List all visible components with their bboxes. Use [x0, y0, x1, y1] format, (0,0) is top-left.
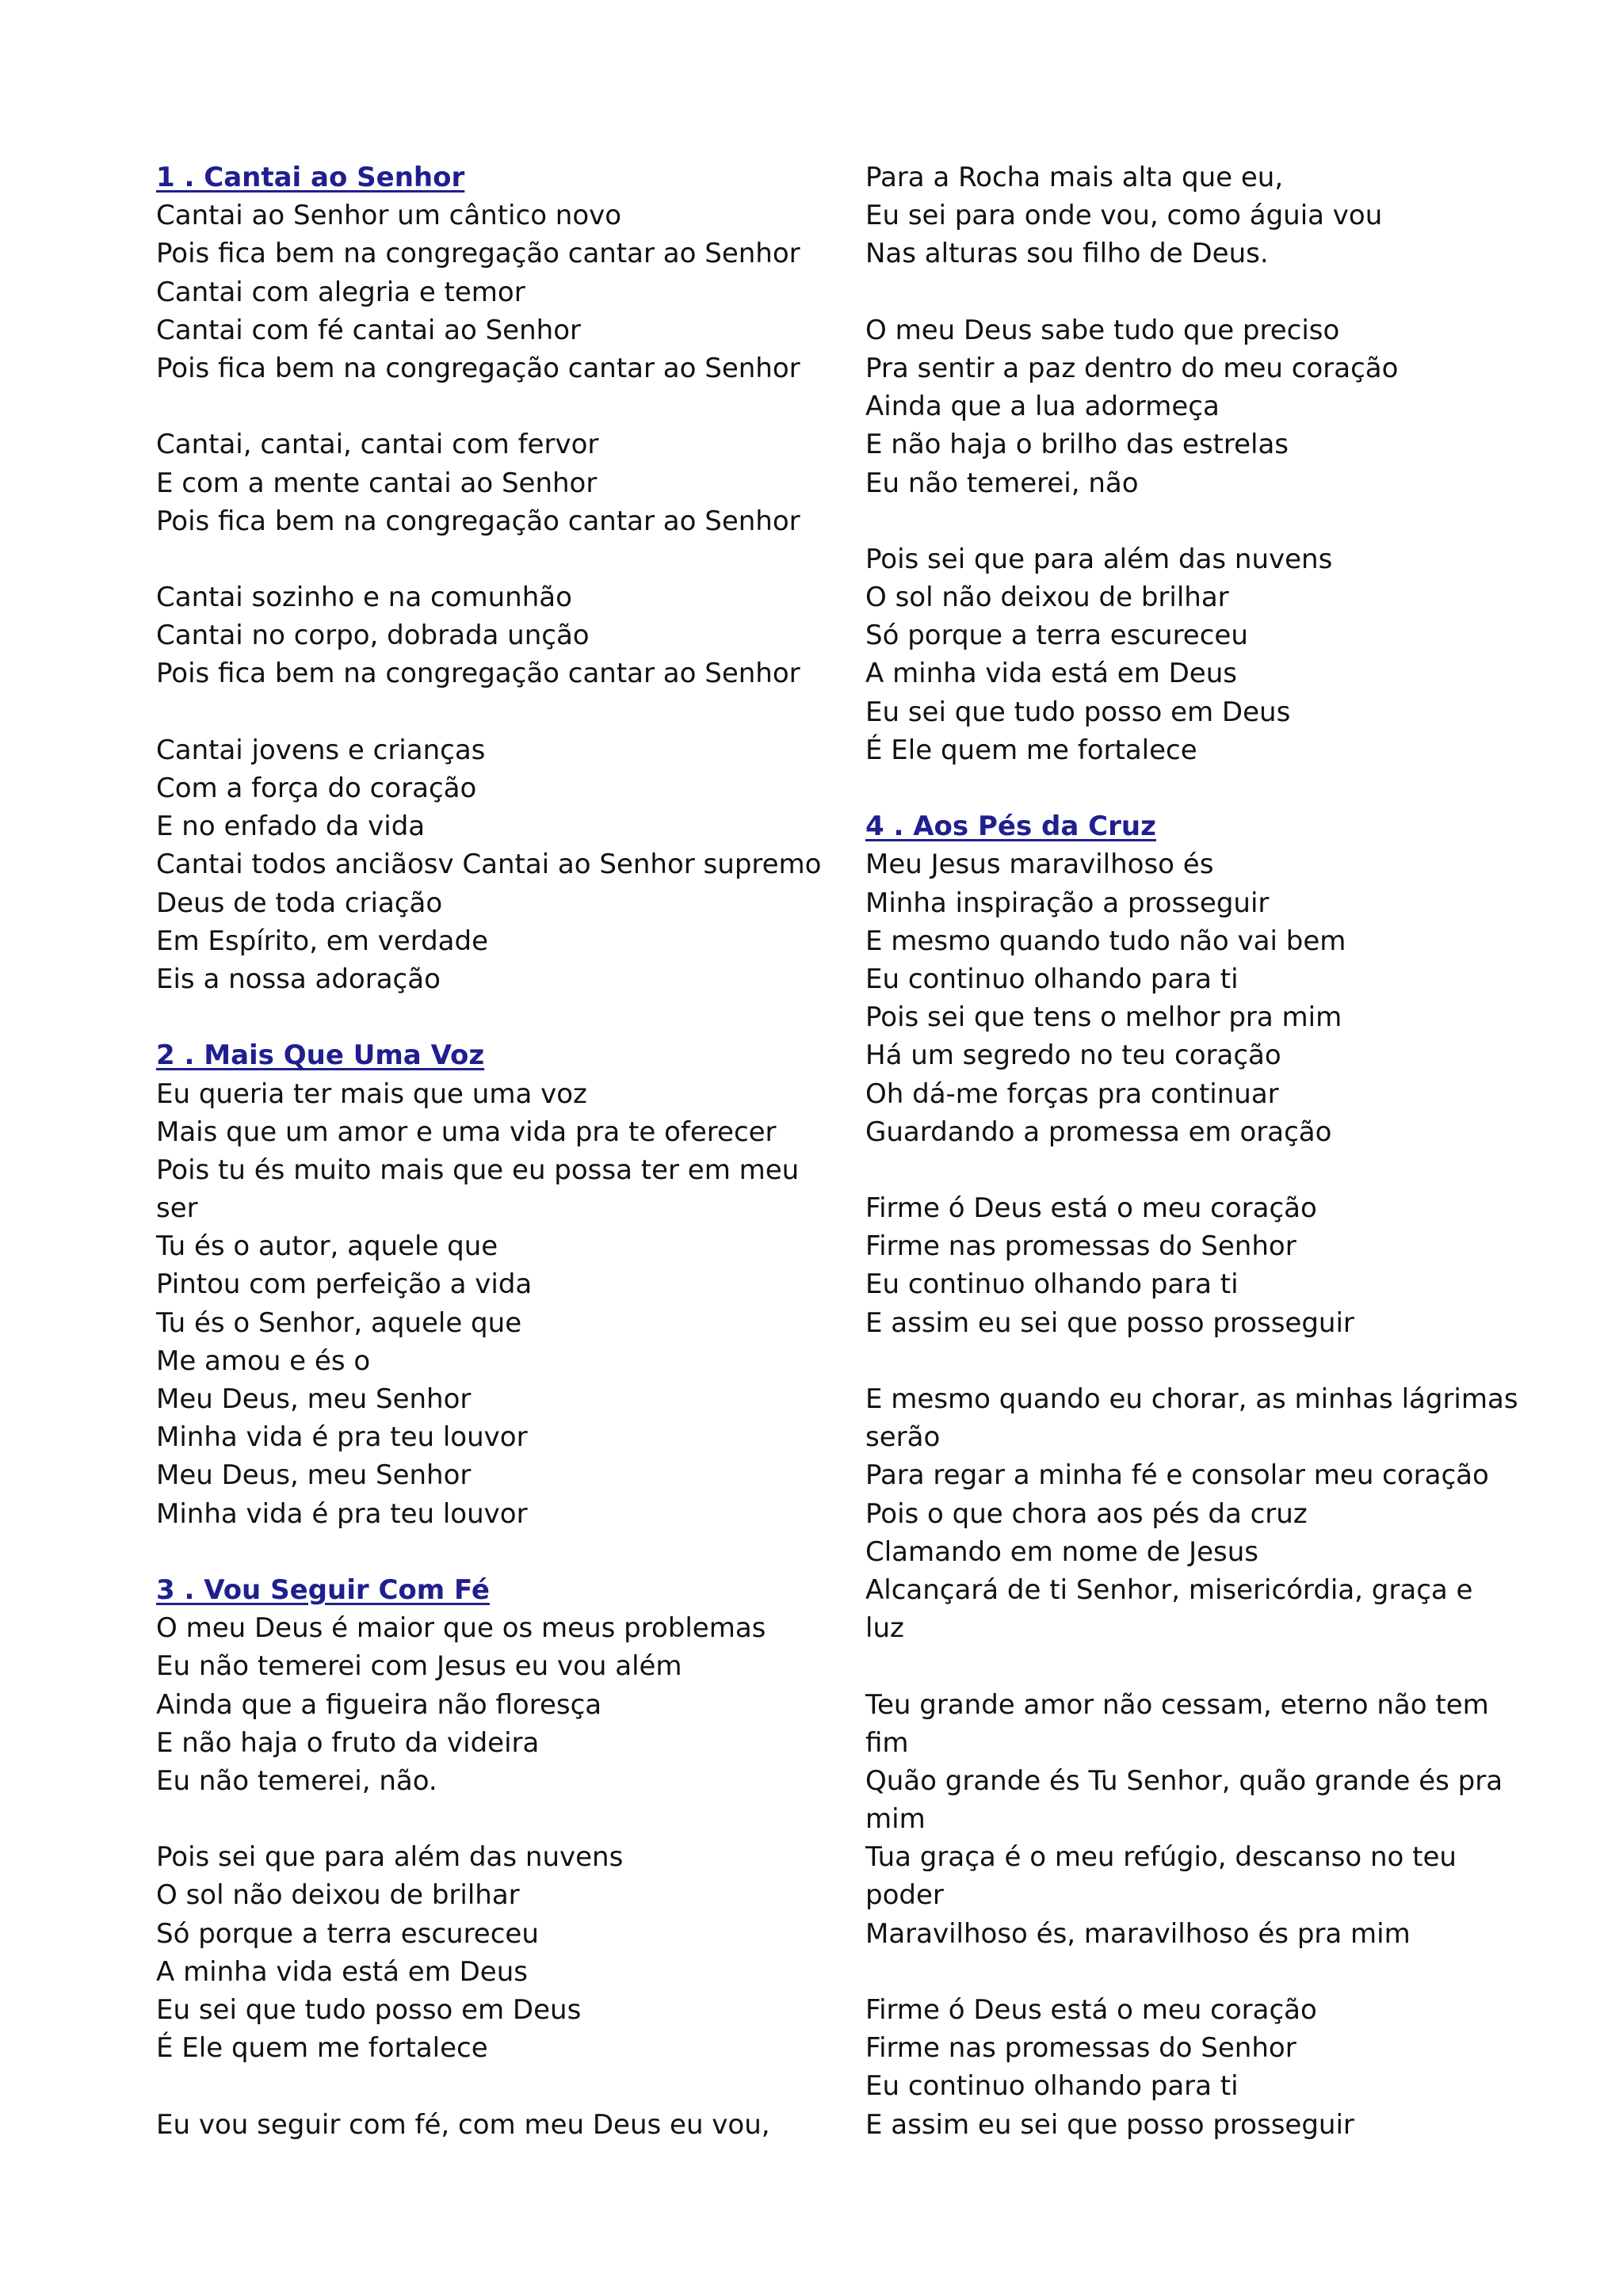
- lyric-line: Teu grande amor não cessam, eterno não tem: [865, 1688, 1489, 1721]
- lyric-line: luz: [865, 1612, 904, 1645]
- lyric-line: poder: [865, 1879, 944, 1912]
- lyric-line: Pois sei que para além das nuvens: [865, 543, 1333, 575]
- stanza-break: [865, 1647, 1563, 1685]
- stanza-break: [156, 387, 854, 425]
- lyric-line: Eis a nossa adoração: [156, 963, 441, 995]
- lyric-line: Cantai sozinho e na comunhão: [156, 582, 572, 614]
- lyric-line: E não haja o fruto da videira: [156, 1726, 540, 1759]
- lyric-line: Cantai no corpo, dobrada unção: [156, 620, 590, 652]
- lyric-line: Quão grande és Tu Senhor, quão grande és pra: [865, 1764, 1503, 1797]
- lyric-line: Pois fica bem na congregação cantar ao Senhor: [156, 238, 800, 270]
- lyric-line: Só porque a terra escureceu: [156, 1917, 539, 1950]
- stanza-break: [156, 1533, 854, 1571]
- lyric-line: E com a mente cantai ao Senhor: [156, 467, 598, 499]
- lyric-line: O meu Deus é maior que os meus problemas: [156, 1612, 766, 1645]
- lyric-line: Eu vou seguir com fé, com meu Deus eu vou,: [156, 2108, 770, 2141]
- lyric-line: Tu és o Senhor, aquele que: [156, 1306, 522, 1339]
- lyric-line: Me amou e és o: [156, 1344, 371, 1377]
- lyric-line: O sol não deixou de brilhar: [156, 1879, 520, 1912]
- lyric-line: E mesmo quando tudo não vai bem: [865, 925, 1346, 957]
- stanza-break: [865, 1953, 1563, 1991]
- lyric-line: Ainda que a figueira não floresça: [156, 1688, 602, 1721]
- lyric-line: Minha vida é pra teu louvor: [156, 1497, 528, 1530]
- lyric-line: Tua graça é o meu refúgio, descanso no teu: [865, 1841, 1457, 1874]
- lyric-line: E no enfado da vida: [156, 810, 426, 843]
- lyric-line: Tu és o autor, aquele que: [156, 1230, 498, 1263]
- lyric-line: serão: [865, 1421, 941, 1454]
- lyric-line: Pois tu és muito mais que eu possa ter em meu: [156, 1154, 800, 1186]
- lyric-line: Clamando em nome de Jesus: [865, 1535, 1258, 1568]
- song-title: 2 . Mais Que Uma Voz: [156, 1039, 485, 1072]
- lyric-line: Eu sei para onde vou, como águia vou: [865, 200, 1383, 232]
- lyric-line: Oh dá-me forças pra continuar: [865, 1077, 1279, 1110]
- stanza-break: [156, 693, 854, 731]
- lyric-line: Firme ó Deus está o meu coração: [865, 1994, 1317, 2026]
- lyric-line: E assim eu sei que posso prosseguir: [865, 2108, 1354, 2141]
- right-column: [865, 158, 1563, 2144]
- lyric-line: Com a força do coração: [156, 772, 477, 804]
- lyric-line: Eu continuo olhando para ti: [865, 1268, 1239, 1301]
- lyric-line: Cantai ao Senhor um cântico novo: [156, 200, 622, 232]
- lyric-line: E assim eu sei que posso prosseguir: [865, 1306, 1354, 1339]
- stanza-break: [156, 998, 854, 1036]
- lyric-line: Pois o que chora aos pés da cruz: [865, 1497, 1308, 1530]
- stanza-break: [865, 1342, 1563, 1380]
- lyric-line: Ainda que a lua adormeça: [865, 391, 1220, 423]
- lyric-line: mim: [865, 1803, 926, 1836]
- lyric-line: Pois fica bem na congregação cantar ao Senhor: [156, 505, 800, 537]
- lyric-line: Cantai jovens e crianças: [156, 734, 486, 766]
- lyric-line: Alcançará de ti Senhor, misericórdia, graça e: [865, 1573, 1473, 1606]
- lyric-line: Pois fica bem na congregação cantar ao Senhor: [156, 658, 800, 690]
- song-title: 4 . Aos Pés da Cruz: [865, 810, 1156, 843]
- lyric-line: E não haja o brilho das estrelas: [865, 429, 1289, 461]
- lyric-line: Nas alturas sou filho de Deus.: [865, 238, 1269, 270]
- stanza-break: [865, 502, 1563, 540]
- lyric-line: É Ele quem me fortalece: [156, 2032, 488, 2065]
- lyric-line: Para regar a minha fé e consolar meu coração: [865, 1459, 1489, 1492]
- stanza-break: [865, 1151, 1563, 1189]
- stanza-break: [865, 273, 1563, 311]
- lyric-line: Maravilhoso és, maravilhoso és pra mim: [865, 1917, 1411, 1950]
- lyric-line: Só porque a terra escureceu: [865, 620, 1248, 652]
- lyric-line: Eu não temerei com Jesus eu vou além: [156, 1650, 682, 1683]
- lyric-line: Cantai com fé cantai ao Senhor: [156, 314, 581, 346]
- lyric-line: Meu Deus, meu Senhor: [156, 1383, 472, 1415]
- lyric-line: Firme ó Deus está o meu coração: [865, 1192, 1317, 1225]
- lyric-line: Eu não temerei, não.: [156, 1764, 437, 1797]
- lyric-line: A minha vida está em Deus: [156, 1955, 528, 1988]
- lyric-line: fim: [865, 1726, 909, 1759]
- lyric-line: Meu Jesus maravilhoso és: [865, 849, 1214, 881]
- lyric-line: Meu Deus, meu Senhor: [156, 1459, 472, 1492]
- lyric-line: Pra sentir a paz dentro do meu coração: [865, 352, 1399, 384]
- stanza-break: [156, 540, 854, 578]
- lyric-line: Mais que um amor e uma vida pra te oferecer: [156, 1116, 777, 1148]
- lyric-line: É Ele quem me fortalece: [865, 734, 1197, 766]
- lyric-line: Pois sei que para além das nuvens: [156, 1841, 624, 1874]
- lyric-line: Pois fica bem na congregação cantar ao Senhor: [156, 352, 800, 384]
- lyric-line: Eu continuo olhando para ti: [865, 963, 1239, 995]
- lyric-line: Cantai com alegria e temor: [156, 276, 525, 308]
- lyric-line: Minha vida é pra teu louvor: [156, 1421, 528, 1454]
- lyric-line: O sol não deixou de brilhar: [865, 582, 1229, 614]
- lyric-line: Guardando a promessa em oração: [865, 1116, 1332, 1148]
- lyric-line: Eu sei que tudo posso em Deus: [865, 696, 1291, 728]
- stanza-break: [865, 769, 1563, 807]
- lyric-line: Eu queria ter mais que uma voz: [156, 1077, 587, 1110]
- lyric-line: Eu não temerei, não: [865, 467, 1139, 499]
- lyric-line: Cantai todos anciãosv Cantai ao Senhor supremo: [156, 849, 822, 881]
- lyric-line: Deus de toda criação: [156, 887, 443, 919]
- stanza-break: [156, 1800, 854, 1838]
- lyric-line: Firme nas promessas do Senhor: [865, 2032, 1296, 2065]
- lyric-line: O meu Deus sabe tudo que preciso: [865, 314, 1340, 346]
- left-column: [156, 158, 854, 2144]
- lyric-line: Em Espírito, em verdade: [156, 925, 488, 957]
- lyric-line: ser: [156, 1192, 198, 1225]
- song-title: 3 . Vou Seguir Com Fé: [156, 1573, 490, 1606]
- lyric-line: A minha vida está em Deus: [865, 658, 1237, 690]
- stanza-break: [156, 2067, 854, 2105]
- lyric-line: Pintou com perfeição a vida: [156, 1268, 533, 1301]
- lyric-line: Eu continuo olhando para ti: [865, 2070, 1239, 2103]
- lyric-line: Há um segredo no teu coração: [865, 1039, 1281, 1072]
- lyric-line: Pois sei que tens o melhor pra mim: [865, 1001, 1342, 1034]
- lyric-line: Minha inspiração a prosseguir: [865, 887, 1270, 919]
- lyric-line: Cantai, cantai, cantai com fervor: [156, 429, 599, 461]
- lyric-line: Firme nas promessas do Senhor: [865, 1230, 1296, 1263]
- lyric-line: E mesmo quando eu chorar, as minhas lágrimas: [865, 1383, 1518, 1415]
- lyric-line: Eu sei que tudo posso em Deus: [156, 1994, 582, 2026]
- lyric-line: Para a Rocha mais alta que eu,: [865, 162, 1284, 193]
- song-title: 1 . Cantai ao Senhor: [156, 162, 465, 193]
